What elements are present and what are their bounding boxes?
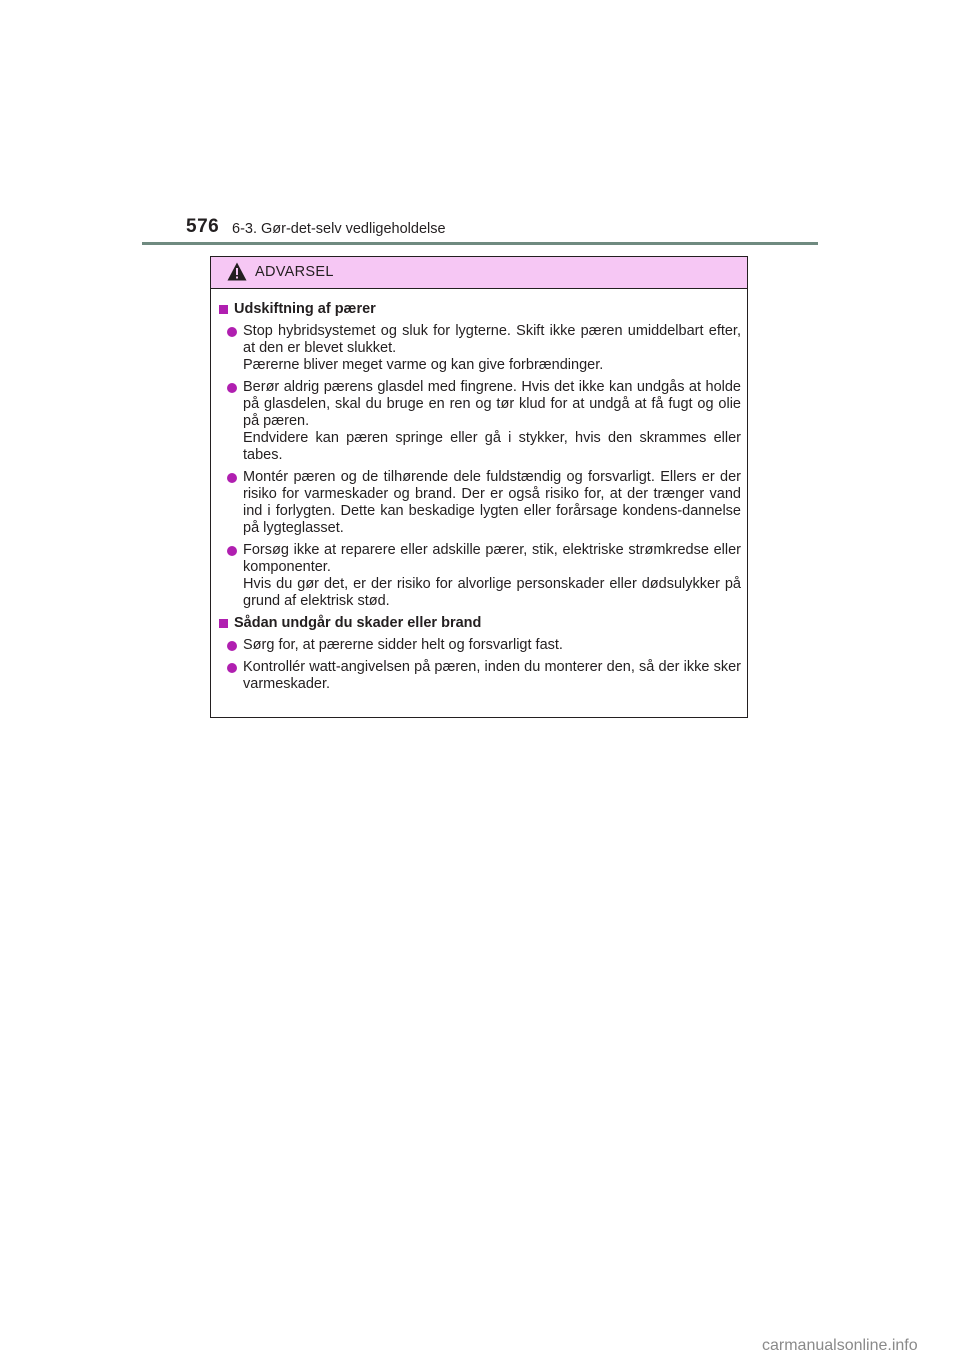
square-bullet-icon	[219, 619, 228, 628]
item-paragraph: Forsøg ikke at reparere eller adskille pærer, stik, elektriske strømkredse eller komponenter.	[243, 542, 741, 575]
dot-bullet-icon	[227, 641, 237, 651]
list-item	[227, 379, 741, 464]
dot-bullet-icon	[227, 327, 237, 337]
list-item	[227, 637, 741, 654]
page-number: 576	[186, 216, 220, 237]
warning-label: ADVARSEL	[255, 264, 334, 280]
list-item-text	[243, 323, 741, 374]
item-paragraph: Kontrollér watt-angivelsen på pæren, inden du monterer den, så der ikke sker varmeskader.	[243, 659, 741, 692]
item-paragraph: Berør aldrig pærens glasdel med fingrene. Hvis det ikke kan undgås at holde på glasdelen, skal du bruge en ren og tør klud for at undgå at få fugt og olie på pæren.	[243, 379, 741, 429]
watermark-link[interactable]: carmanualsonline.info	[762, 1337, 918, 1354]
list-item	[227, 469, 741, 537]
section-title: 6-3. Gør-det-selv vedligeholdelse	[232, 221, 446, 237]
list-item	[227, 659, 741, 693]
item-paragraph: Pærerne bliver meget varme og kan give forbrændinger.	[243, 357, 604, 373]
section-heading-text: Udskiftning af pærer	[234, 301, 376, 317]
item-paragraph: Endvidere kan pæren springe eller gå i stykker, hvis den skrammes eller tabes.	[243, 430, 741, 463]
warning-body	[211, 289, 747, 693]
header-rule	[142, 242, 818, 245]
list-item	[227, 323, 741, 374]
item-paragraph: Montér pæren og de tilhørende dele fuldstændig og forsvarligt. Ellers er der risiko for varmeskader og brand. Der er også risiko for, at der trænger vand ind i forlygten. Dette kan beskadige lygten eller forårsage kondens-dannelse på lygteglasset.	[243, 469, 741, 536]
square-bullet-icon	[219, 305, 228, 314]
list-item-text	[243, 469, 741, 537]
dot-bullet-icon	[227, 383, 237, 393]
item-paragraph: Hvis du gør det, er der risiko for alvorlige personskader eller dødsulykker på grund af elektrisk stød.	[243, 576, 741, 609]
section-heading	[219, 301, 741, 318]
dot-bullet-icon	[227, 546, 237, 556]
list-item	[227, 542, 741, 610]
item-paragraph: Stop hybridsystemet og sluk for lygterne. Skift ikke pæren umiddelbart efter, at den er blevet slukket.	[243, 323, 741, 356]
dot-bullet-icon	[227, 473, 237, 483]
warning-section	[219, 301, 741, 610]
warning-section	[219, 615, 741, 693]
section-heading	[219, 615, 741, 632]
warning-header	[211, 257, 747, 289]
list-item-text	[243, 637, 741, 654]
list-item-text	[243, 659, 741, 693]
section-heading-text: Sådan undgår du skader eller brand	[234, 615, 482, 631]
list-item-text	[243, 379, 741, 464]
warning-triangle-icon	[227, 262, 247, 281]
dot-bullet-icon	[227, 663, 237, 673]
list-item-text	[243, 542, 741, 610]
warning-box	[210, 256, 748, 718]
item-paragraph: Sørg for, at pærerne sidder helt og forsvarligt fast.	[243, 637, 563, 653]
